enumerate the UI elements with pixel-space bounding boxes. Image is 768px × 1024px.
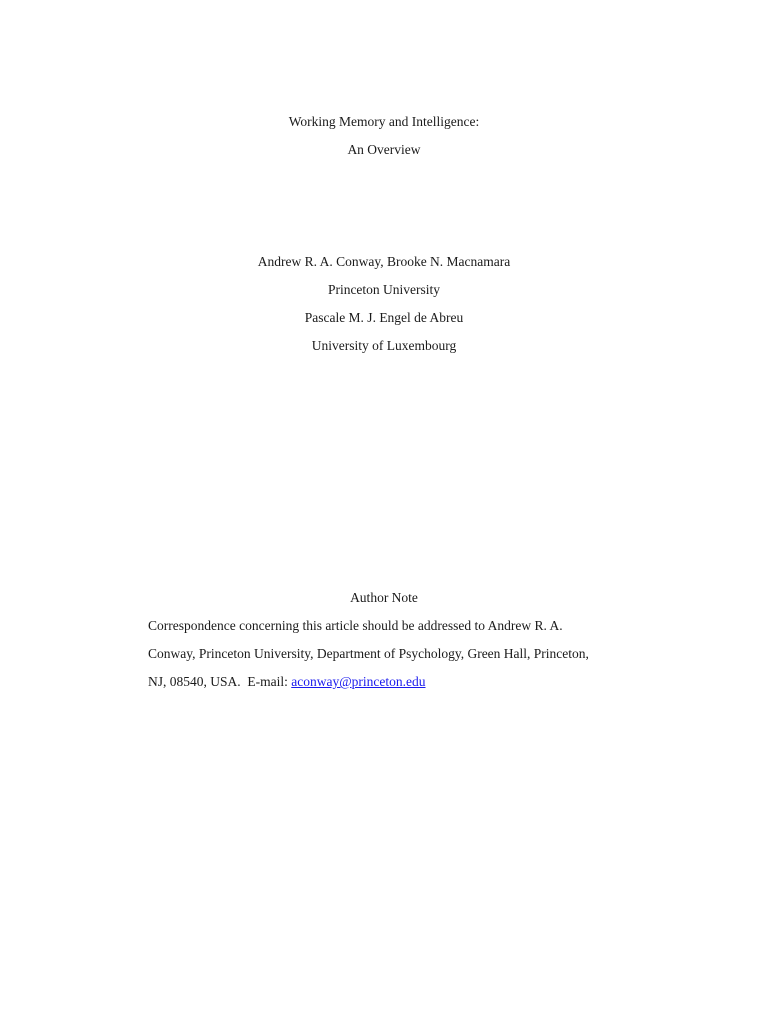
author-note-heading: Author Note (350, 590, 418, 605)
title-line-2: An Overview (347, 142, 421, 157)
author-names-1: Andrew R. A. Conway, Brooke N. Macnamara (257, 254, 511, 269)
author-affiliation-2: University of Luxembourg (311, 338, 457, 353)
author-note-line-2: Conway, Princeton University, Department of Psychology, Green Hall, Princeton, (148, 646, 589, 661)
author-note-line-3 (148, 674, 426, 690)
title-line-1: Working Memory and Intelligence: (288, 114, 480, 129)
author-note-line-1: Correspondence concerning this article should be addressed to Andrew R. A. (148, 618, 563, 633)
author-names-2: Pascale M. J. Engel de Abreu (304, 310, 464, 325)
author-note-line-3-prefix: NJ, 08540, USA. E-mail: (148, 674, 292, 689)
email-link[interactable]: aconway@princeton.edu (291, 674, 426, 689)
author-affiliation-1: Princeton University (327, 282, 441, 297)
